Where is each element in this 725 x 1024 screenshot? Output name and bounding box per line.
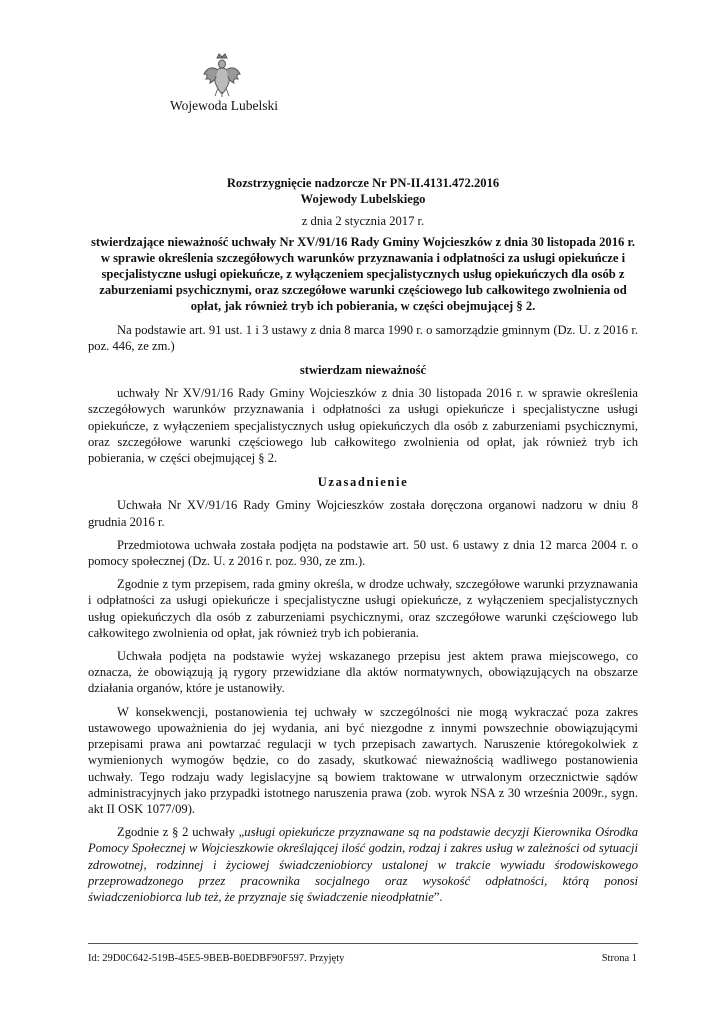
footer-document-id: Id: 29D0C642-519B-45E5-9BEB-B0EDBF90F597. Przyjęty bbox=[88, 953, 345, 964]
decision-heading: stwierdzam nieważność bbox=[299, 363, 427, 378]
justification-heading: Uzasadnienie bbox=[317, 475, 409, 490]
justification-paragraph: Zgodnie z tym przepisem, rada gminy określa, w drodze uchwały, szczegółowe warunki przyznawania i odpłatności za usługi opiekuńcze i specjalistyczne usługi opiekuńcze, z wyłączeniem specjalistycznych usług opiekuńczych dla osób z zaburzeniami psychicznymi, oraz szczegółowe warunki częściowego lub całkowitego zwolnienia od opłat, jak również tryb ich pobierania. bbox=[88, 577, 638, 640]
legal-basis: Na podstawie art. 91 ust. 1 i 3 ustawy z dnia 8 marca 1990 r. o samorządzie gminnym (Dz. U. z 2016 r. poz. 446, ze zm.) bbox=[88, 322, 638, 353]
justification-paragraph: Przedmiotowa uchwała została podjęta na podstawie art. 50 ust. 6 ustawy z dnia 12 marca 2004 r. o pomocy społecznej (Dz. U. z 2016 r. poz. 930, ze zm.). bbox=[88, 537, 638, 569]
document-body bbox=[88, 175, 638, 905]
polish-eagle-emblem-icon bbox=[202, 52, 242, 98]
footer-page-number: Strona 1 bbox=[601, 953, 637, 964]
justification-paragraph: Uchwała podjęta na podstawie wyżej wskazanego przepisu jest aktem prawa miejscowego, co oznacza, że obowiązują ją rygory przewidziane dla aktów normatywnych, obowiązujących na obszarze działania organów, które je ustanowiły. bbox=[88, 649, 638, 696]
quote-suffix: ”. bbox=[433, 889, 443, 904]
document-title: Rozstrzygnięcie nadzorcze Nr PN-II.4131.472.2016 bbox=[226, 176, 500, 190]
footer-divider bbox=[88, 943, 638, 944]
justification-paragraph: W konsekwencji, postanowienia tej uchwały w szczególności nie mogą wykraczać poza zakres ustawowego upoważnienia do jej wydania, ani być niezgodne z innymi powszechnie obowiązującymi przepisami prawa ani powtarzać regulacji w tych przepisach zawartych. Naruszenie któregokolwiek z wymienionych wymogów będzie, co do zasady, skutkować nieważnością wadliwego postanowienia uchwały. Tego rodzaju wady legislacyjne są bowiem traktowane w utrwalonym orzecznictwie sądów administracyjnych jako przypadki istotnego naruszenia prawa (zob. wyrok NSA z 30 września 2009r., sygn. akt II OSK 1077/09). bbox=[88, 704, 638, 816]
document-subject: stwierdzające nieważność uchwały Nr XV/91/16 Rady Gminy Wojcieszków z dnia 30 listopada 2016 r. w sprawie określenia szczegółowych warunków przyznawania i odpłatności za usługi opiekuńcze i specjalistyczne usługi opiekuńcze, z wyłączeniem specjalistycznych usług opiekuńczych dla osób z zaburzeniami psychicznymi, oraz szczegółowe warunki częściowego lub całkowitego zwolnienia od opłat, jak również tryb ich pobierania, w części obejmującej § 2. bbox=[90, 234, 636, 314]
quoted-provision: usługi opiekuńcze przyznawane są na podstawie decyzji Kierownika Ośrodka Pomocy Społecznej w Wojcieszkowie określającej ilość godzin, rodzaj i zakres usług w zależności od sytuacji zdrowotnej, rodzinnej i życiowej świadczeniobiorcy ustalonej w trakcie wywiadu środowiskowego przeprowadzonego przez pracownika socjalnego oraz wysokość odpłatności, którą ponosi świadczeniobiorca lub też, że przyznaje się świadczenie nieodpłatnie bbox=[88, 825, 639, 904]
quoted-provision-paragraph bbox=[88, 824, 638, 905]
quote-prefix: Zgodnie z § 2 uchwały „ bbox=[117, 825, 245, 840]
justification-paragraph: Uchwała Nr XV/91/16 Rady Gminy Wojcieszków została doręczona organowi nadzoru w dniu 8 grudnia 2016 r. bbox=[88, 498, 638, 529]
office-name: Wojewoda Lubelski bbox=[170, 98, 279, 113]
document-issuer: Wojewody Lubelskiego bbox=[300, 192, 426, 207]
decision-text: uchwały Nr XV/91/16 Rady Gminy Wojcieszków z dnia 30 listopada 2016 r. w sprawie określenia szczegółowych warunków przyznawania i odpłatności za usługi opiekuńcze i specjalistyczne usługi opiekuńcze, z wyłączeniem specjalistycznych usług opiekuńczych dla osób z zaburzeniami psychicznymi, oraz szczegółowe warunki częściowego lub całkowitego zwolnienia od opłat, jak również tryb ich pobierania, w części obejmującej § 2. bbox=[88, 386, 638, 466]
document-date: z dnia 2 stycznia 2017 r. bbox=[301, 214, 425, 229]
